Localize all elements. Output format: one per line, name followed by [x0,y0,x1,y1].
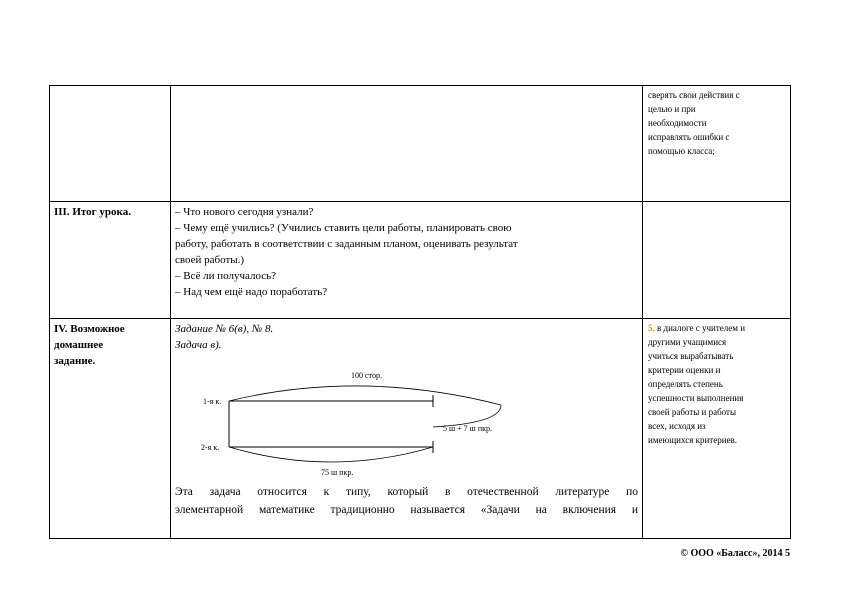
segment-diagram [181,367,521,479]
stage-cell [50,202,171,319]
top-brace [229,386,501,405]
diagram-bottom-label: 75 ш пкр. [321,468,354,477]
paragraph-line: Эта задача относится к типу, который в отечественной литературе по [175,486,638,498]
content-line: – Всё ли получалось? [175,270,277,282]
stage-cell [50,319,171,539]
table-row [50,202,791,319]
diagram-row1-label: 1-я к. [203,397,222,406]
notes-line: учиться вырабатывать [648,351,734,361]
notes-line: своей работы и работы [648,407,737,417]
notes-cell [643,202,791,319]
task-subtitle: Задача в). [175,339,222,351]
notes-line: исправлять ошибки с [648,132,730,142]
lesson-plan-table [49,85,791,539]
content-line: – Чему ещё учились? (Учились ставить цели работы, планировать свою [175,222,512,234]
diagram-row2-label: 2-я к. [201,443,220,452]
paragraph-line: элементарной математике традиционно называется «Задачи на включения и [175,504,638,516]
content-cell [171,202,643,319]
content-line: – Над чем ещё надо поработать? [175,286,328,298]
notes-cell [643,319,791,539]
notes-line: всех, исходя из [648,421,706,431]
notes-line: в диалоге с учителем и [657,323,746,333]
table-row [50,86,791,202]
content-line: – Что нового сегодня узнали? [175,206,314,218]
stage-title-line: домашнее [54,339,104,351]
stage-title-line: IV. Возможное [54,323,125,335]
notes-number: 5. [648,323,655,333]
notes-line: критерии оценки и [648,365,721,375]
table-row [50,319,791,539]
content-cell [171,319,643,539]
stage-title-line: задание. [54,355,96,367]
bottom-brace [229,447,433,462]
notes-line: необходимости [648,118,707,128]
notes-line: имеющихся критериев. [648,435,738,445]
diagram-right-label: 5 ш + 7 ш пкр. [443,424,492,433]
notes-line: успешности выполнения [648,393,744,403]
task-reference: Задание № 6(в), № 8. [175,323,274,335]
notes-line: помощью класса; [648,146,715,156]
notes-line: определять степень [648,379,723,389]
content-line: работу, работать в соответствии с заданным планом, оценивать результат [175,238,518,250]
notes-line: другими учащимися [648,337,727,347]
diagram-top-label: 100 стор. [351,371,382,380]
stage-title: III. Итог урока. [54,206,131,218]
stage-cell [50,86,171,202]
page-footer: © ООО «Баласс», 2014 5 [680,548,790,559]
notes-line: целью и при [648,104,696,114]
content-cell [171,86,643,202]
content-line: своей работы.) [175,254,245,266]
notes-cell [643,86,791,202]
notes-line: сверять свои действия с [648,90,740,100]
